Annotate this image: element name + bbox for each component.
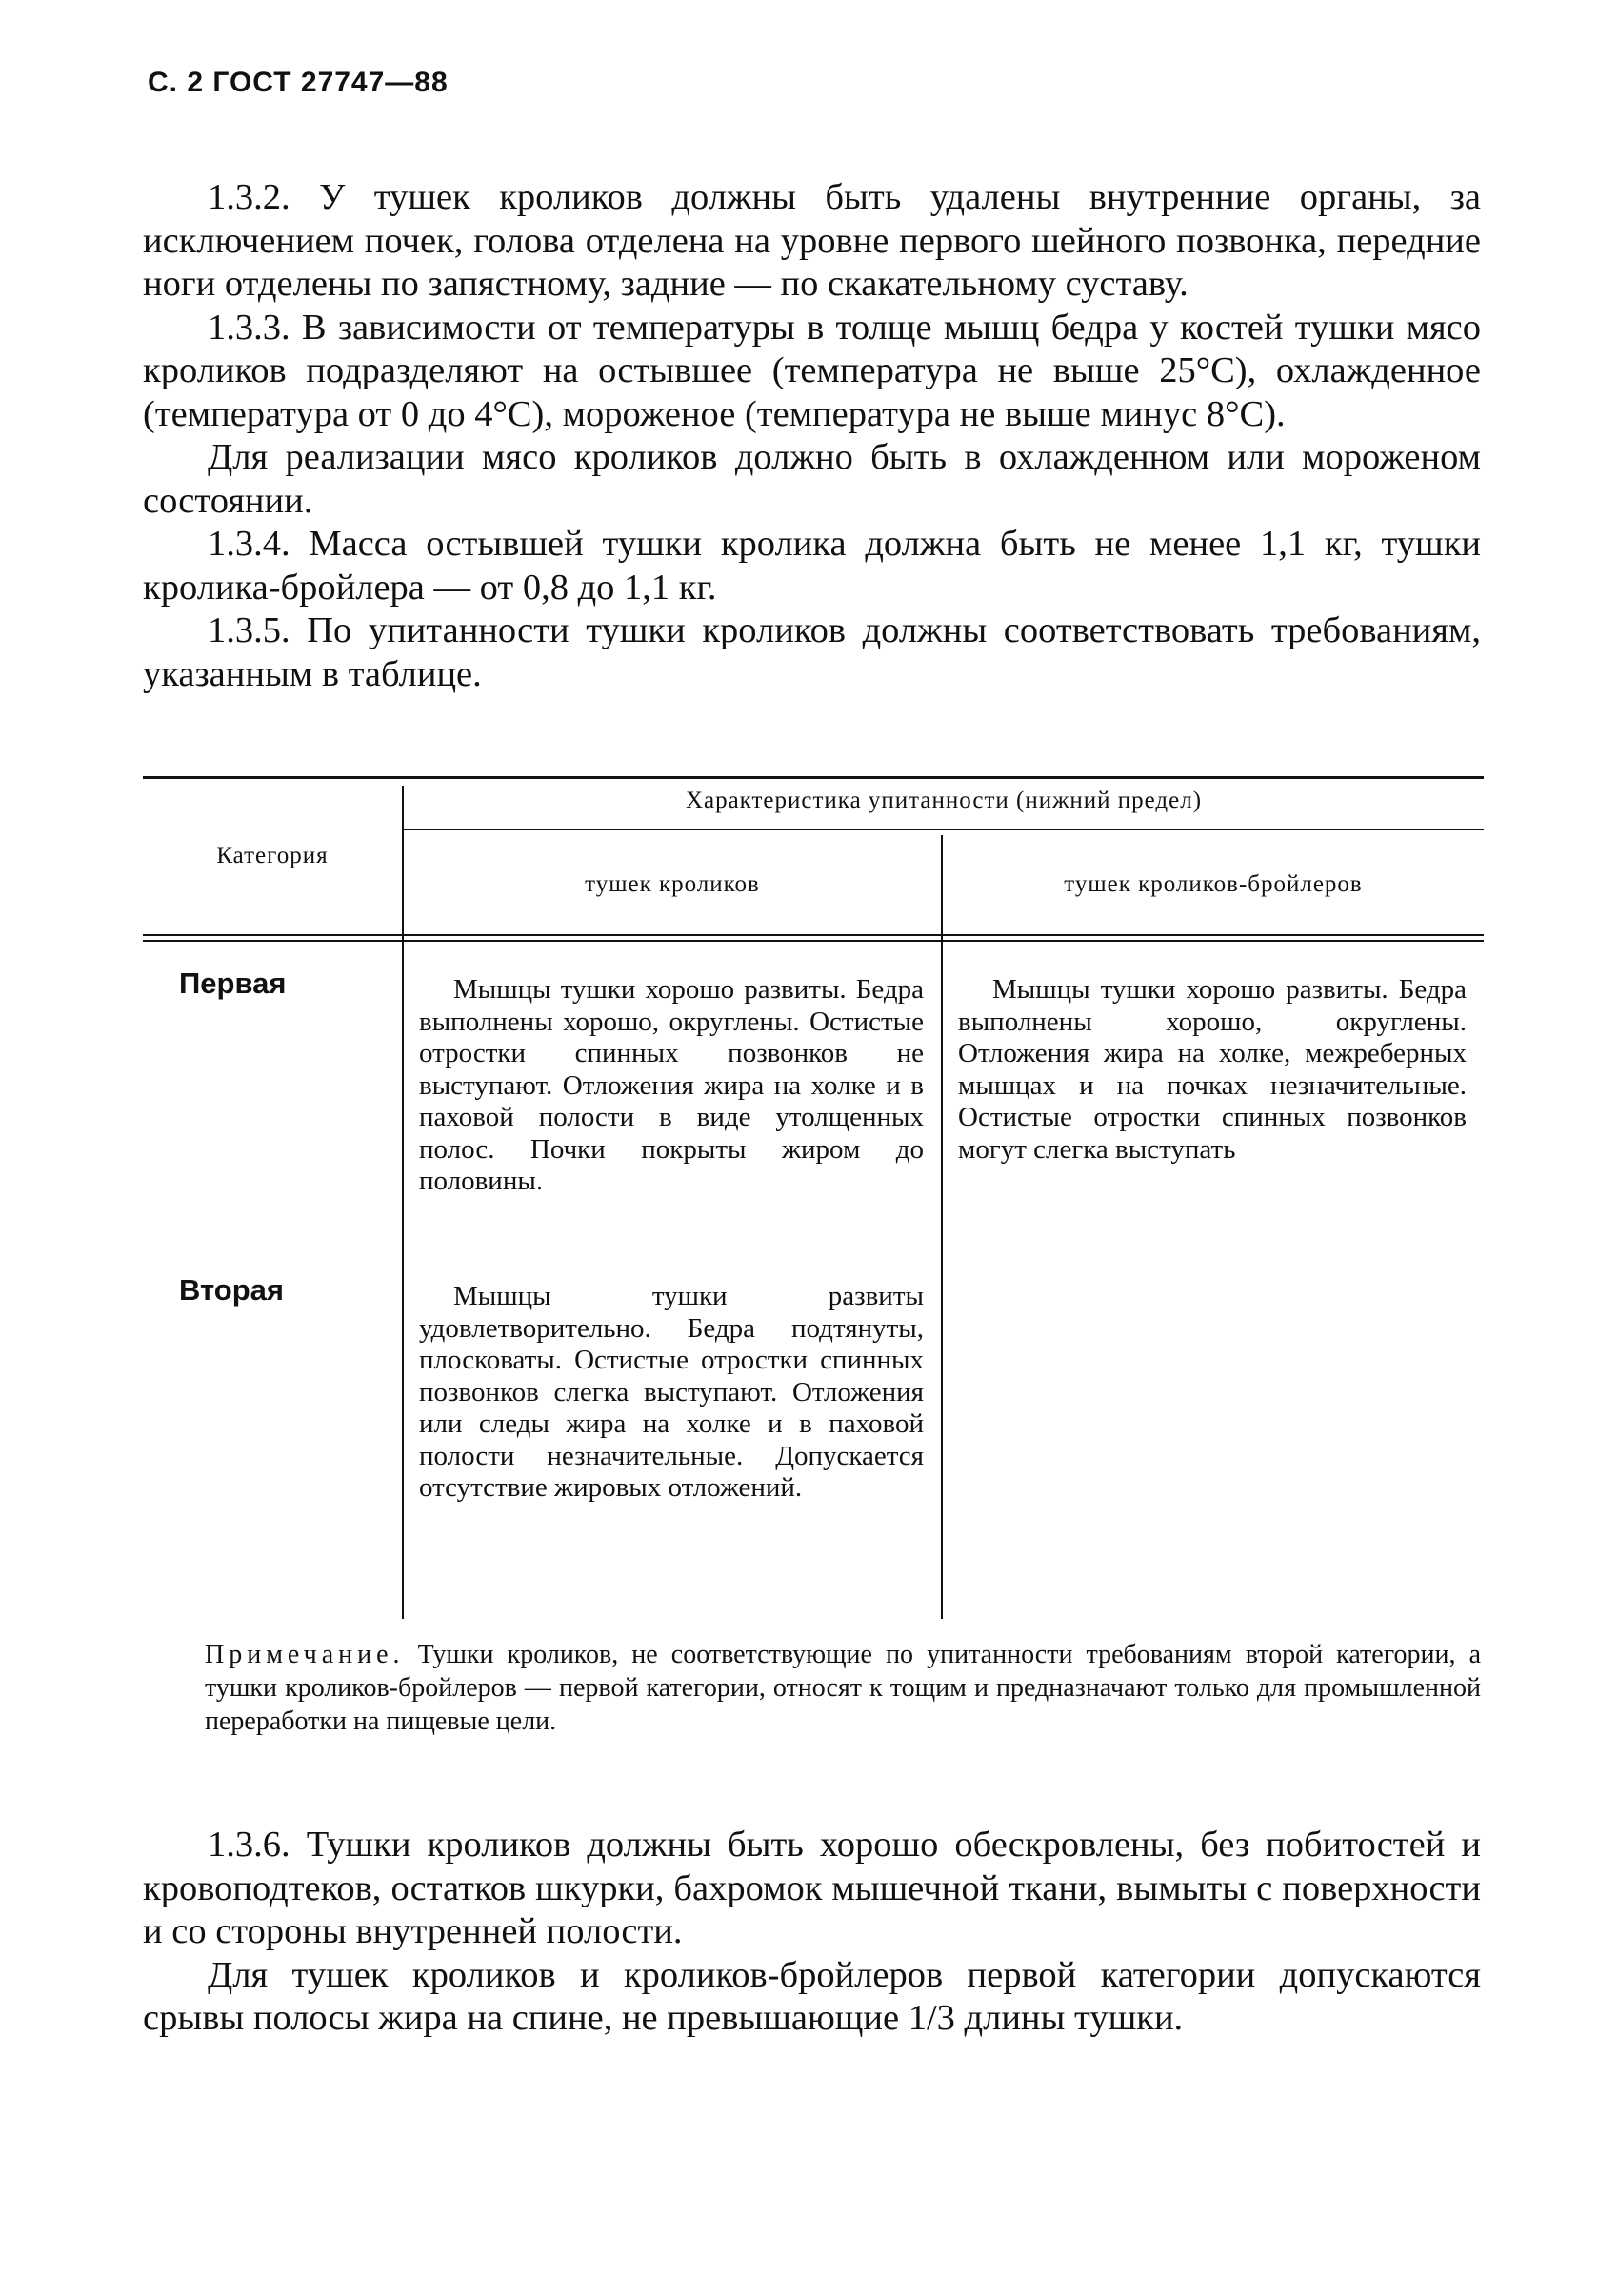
table-top-rule bbox=[143, 776, 1484, 779]
cell-text: Мышцы тушки развиты удовлетворительно. Бедра подтянуты, плосковаты. Остистые отростки спинных позвонков слегка выступают. Отложения или следы жира на холке и в паховой полости незначительные. Допускается отсутствие жировых отложений. bbox=[419, 1281, 924, 1503]
cell-text: Мышцы тушки хорошо развиты. Бедра выполнены хорошо, округлены. Отложения жира на холке, межреберных мышцах и на почках незначительные. Остистые отростки спинных позвонков могут слегка выступать bbox=[958, 974, 1467, 1165]
clause-1-3-6-note: Для тушек кроликов и кроликов-бройлеров первой категории допускаются срывы полосы жира на спине, не превышающие 1/3 длины тушки. bbox=[143, 1954, 1481, 2038]
note-label: Примечание. bbox=[205, 1640, 405, 1669]
header-col-broilers: тушек кроликов-бройлеров bbox=[1064, 871, 1363, 897]
clause-1-3-3: 1.3.3. В зависимости от температуры в толще мышц бедра у костей тушки мясо кроликов подразделяют на остывшее (температура не выше 25°С), охлажденное (температура от 0 до 4°С), мороженое (температура не выше минус 8°С). bbox=[143, 307, 1481, 434]
clauses-top bbox=[143, 176, 1481, 696]
clause-1-3-4: 1.3.4. Масса остывшей тушки кролика должна быть не менее 1,1 кг, тушки кролика-бройлера — от 0,8 до 1,1 кг. bbox=[143, 524, 1481, 608]
row-first-rabbits bbox=[419, 974, 924, 1198]
col-divider-2 bbox=[941, 835, 943, 1619]
row-second-rabbits bbox=[419, 1281, 924, 1505]
cell-text: Мышцы тушки хорошо развиты. Бедра выполнены хорошо, округлены. Остистые отростки спинных позвонков не выступают. Отложения жира на холке и в паховой полости в виде утолщенных полос. Почки покрыты жиром до половины. bbox=[419, 974, 924, 1196]
clauses-bottom bbox=[143, 1824, 1481, 2041]
row-category-first: Первая bbox=[179, 967, 287, 1000]
row-category-second: Вторая bbox=[179, 1273, 284, 1307]
header-col-rabbits: тушек кроликов bbox=[585, 871, 760, 897]
clause-1-3-5: 1.3.5. По упитанности тушки кроликов должны соответствовать требованиям, указанным в таблице. bbox=[143, 610, 1481, 694]
clause-1-3-3-note: Для реализации мясо кроликов должно быть в охлажденном или мороженом состоянии. bbox=[143, 437, 1481, 521]
header-bottom-rule-2 bbox=[143, 940, 1484, 942]
header-group: Характеристика упитанности (нижний предел) bbox=[685, 788, 1203, 813]
row-first-broilers bbox=[958, 974, 1467, 1166]
fatness-table bbox=[143, 776, 1484, 1624]
header-group-rule bbox=[402, 829, 1484, 830]
header-category: Категория bbox=[216, 843, 329, 868]
page-header: С. 2 ГОСТ 27747—88 bbox=[148, 67, 449, 98]
clause-1-3-2: 1.3.2. У тушек кроликов должны быть удалены внутренние органы, за исключением почек, голова отделена на уровне первого шейного позвонка, передние ноги отделены по запястному, задние — по скакательному суставу. bbox=[143, 177, 1481, 304]
header-bottom-rule bbox=[143, 934, 1484, 936]
col-divider-1 bbox=[402, 786, 404, 1619]
clause-1-3-6: 1.3.6. Тушки кроликов должны быть хорошо обескровлены, без побитостей и кровоподтеков, остатков шкурки, бахромок мышечной ткани, вымыты с поверхности и со стороны внутренней полости. bbox=[143, 1825, 1481, 1951]
table-note bbox=[205, 1638, 1481, 1738]
note-text: Тушки кроликов, не соответствующие по упитанности требованиям второй категории, а тушки кроликов-бройлеров — первой категории, относят к тощим и предназначают только для промышленной переработки на пищевые цели. bbox=[205, 1640, 1482, 1736]
